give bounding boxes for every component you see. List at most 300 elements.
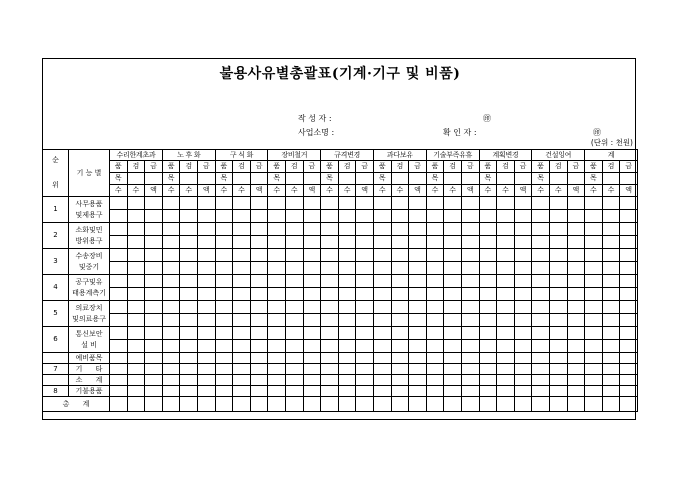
sub-header <box>549 173 567 185</box>
data-cell <box>268 223 286 236</box>
data-cell <box>356 364 374 375</box>
sub-header: 검 <box>444 161 462 173</box>
data-cell <box>497 353 515 364</box>
data-cell <box>602 288 620 301</box>
data-cell <box>620 340 638 353</box>
data-cell <box>356 301 374 314</box>
sub-header: 금 <box>514 161 532 173</box>
data-cell <box>549 353 567 364</box>
data-cell <box>532 340 550 353</box>
sub-header <box>250 173 268 185</box>
row-number: 3 <box>43 249 69 275</box>
data-cell <box>409 288 427 301</box>
data-cell <box>250 386 268 397</box>
data-cell <box>162 340 180 353</box>
data-cell <box>215 197 233 210</box>
data-cell <box>250 197 268 210</box>
author-label: 작 성 자 : <box>298 114 332 123</box>
data-cell <box>479 314 497 327</box>
data-cell <box>409 249 427 262</box>
data-cell <box>110 210 128 223</box>
data-cell <box>409 353 427 364</box>
data-cell <box>215 262 233 275</box>
data-cell <box>215 223 233 236</box>
data-cell <box>567 301 585 314</box>
data-cell <box>620 314 638 327</box>
sub-header: 검 <box>127 161 145 173</box>
data-cell <box>303 314 321 327</box>
data-cell <box>549 236 567 249</box>
data-cell <box>268 197 286 210</box>
data-cell <box>303 197 321 210</box>
data-cell <box>286 327 304 340</box>
sub-header: 수 <box>532 185 550 197</box>
data-cell <box>215 375 233 386</box>
data-cell <box>444 386 462 397</box>
data-cell <box>373 249 391 262</box>
data-cell <box>286 375 304 386</box>
data-cell <box>250 301 268 314</box>
data-cell <box>479 327 497 340</box>
data-cell <box>620 236 638 249</box>
data-cell <box>321 197 339 210</box>
data-cell <box>532 353 550 364</box>
sub-header: 목 <box>268 173 286 185</box>
data-cell <box>409 223 427 236</box>
sub-header: 수 <box>373 185 391 197</box>
data-cell <box>373 223 391 236</box>
data-cell <box>127 223 145 236</box>
data-cell <box>180 397 198 412</box>
data-cell <box>532 236 550 249</box>
data-cell <box>620 301 638 314</box>
data-cell <box>286 353 304 364</box>
data-cell <box>514 375 532 386</box>
data-cell <box>356 375 374 386</box>
data-cell <box>514 275 532 288</box>
data-cell <box>585 340 603 353</box>
data-cell <box>250 262 268 275</box>
sub-header: 수 <box>127 185 145 197</box>
data-cell <box>303 375 321 386</box>
data-cell <box>497 249 515 262</box>
data-cell <box>391 262 409 275</box>
data-cell <box>391 375 409 386</box>
data-cell <box>127 288 145 301</box>
data-cell <box>198 327 216 340</box>
data-cell <box>321 375 339 386</box>
sub-header: 금 <box>198 161 216 173</box>
data-cell <box>233 301 251 314</box>
data-cell <box>286 340 304 353</box>
data-cell <box>461 375 479 386</box>
data-cell <box>514 364 532 375</box>
data-cell <box>250 275 268 288</box>
sub-header: 검 <box>602 161 620 173</box>
data-cell <box>479 262 497 275</box>
author-seal: ㊞ <box>483 114 491 123</box>
form-frame <box>42 58 636 420</box>
data-cell <box>250 353 268 364</box>
data-cell <box>215 249 233 262</box>
data-cell <box>180 223 198 236</box>
data-cell <box>356 249 374 262</box>
data-cell <box>303 223 321 236</box>
data-cell <box>233 288 251 301</box>
sub-header: 목 <box>215 173 233 185</box>
data-cell <box>373 262 391 275</box>
data-cell <box>338 210 356 223</box>
sub-header: 품 <box>162 161 180 173</box>
data-cell <box>250 210 268 223</box>
data-cell <box>250 327 268 340</box>
data-cell <box>549 288 567 301</box>
data-cell <box>162 275 180 288</box>
data-cell <box>110 314 128 327</box>
data-cell <box>198 375 216 386</box>
data-cell <box>145 301 163 314</box>
sub-header: 수 <box>426 185 444 197</box>
data-cell <box>268 210 286 223</box>
data-cell <box>268 249 286 262</box>
data-cell <box>321 288 339 301</box>
data-cell <box>391 249 409 262</box>
data-cell <box>532 301 550 314</box>
col-no-header: 순 위 <box>43 150 69 197</box>
data-cell <box>356 314 374 327</box>
data-cell <box>479 249 497 262</box>
data-cell <box>268 301 286 314</box>
data-cell <box>549 375 567 386</box>
sub-header <box>444 173 462 185</box>
data-cell <box>233 386 251 397</box>
sub-header: 품 <box>110 161 128 173</box>
data-cell <box>585 397 603 412</box>
sub-header: 액 <box>620 185 638 197</box>
data-cell <box>303 275 321 288</box>
data-cell <box>549 327 567 340</box>
data-cell <box>391 340 409 353</box>
sub-header: 검 <box>497 161 515 173</box>
data-cell <box>585 301 603 314</box>
sub-header: 금 <box>620 161 638 173</box>
data-cell <box>532 249 550 262</box>
data-cell <box>145 386 163 397</box>
data-cell <box>180 353 198 364</box>
data-cell <box>444 197 462 210</box>
data-cell <box>180 327 198 340</box>
data-cell <box>444 236 462 249</box>
data-cell <box>426 340 444 353</box>
sub-header <box>127 173 145 185</box>
data-cell <box>250 397 268 412</box>
data-cell <box>321 314 339 327</box>
group-header: 장비철거 <box>268 150 321 161</box>
data-cell <box>198 364 216 375</box>
data-cell <box>215 327 233 340</box>
data-cell <box>585 210 603 223</box>
data-cell <box>338 340 356 353</box>
data-cell <box>391 386 409 397</box>
data-cell <box>180 314 198 327</box>
data-cell <box>567 364 585 375</box>
row-number <box>43 375 69 386</box>
data-cell <box>233 249 251 262</box>
data-cell <box>532 275 550 288</box>
data-cell <box>198 236 216 249</box>
data-cell <box>303 249 321 262</box>
data-cell <box>567 327 585 340</box>
data-cell <box>567 223 585 236</box>
data-cell <box>620 223 638 236</box>
data-cell <box>514 314 532 327</box>
data-cell <box>532 364 550 375</box>
sub-header <box>461 173 479 185</box>
data-cell <box>409 386 427 397</box>
data-cell <box>180 210 198 223</box>
data-cell <box>514 249 532 262</box>
data-cell <box>409 262 427 275</box>
data-cell <box>497 327 515 340</box>
data-cell <box>145 340 163 353</box>
data-cell <box>233 197 251 210</box>
data-cell <box>233 327 251 340</box>
data-cell <box>356 340 374 353</box>
data-cell <box>356 197 374 210</box>
row-number: 5 <box>43 301 69 327</box>
data-cell <box>461 236 479 249</box>
row-number <box>43 353 69 364</box>
data-cell <box>215 353 233 364</box>
data-cell <box>426 314 444 327</box>
data-cell <box>233 210 251 223</box>
data-cell <box>356 262 374 275</box>
data-cell <box>391 301 409 314</box>
data-cell <box>286 197 304 210</box>
data-cell <box>373 340 391 353</box>
data-cell <box>321 386 339 397</box>
data-cell <box>268 364 286 375</box>
sub-header: 검 <box>233 161 251 173</box>
sub-header: 품 <box>479 161 497 173</box>
data-cell <box>321 262 339 275</box>
data-cell <box>127 314 145 327</box>
sub-header <box>602 173 620 185</box>
group-header: 규격변경 <box>321 150 374 161</box>
data-cell <box>180 262 198 275</box>
data-cell <box>162 288 180 301</box>
sub-header: 수 <box>268 185 286 197</box>
data-cell <box>338 262 356 275</box>
sub-header: 수 <box>391 185 409 197</box>
sub-header: 금 <box>356 161 374 173</box>
data-cell <box>198 210 216 223</box>
sub-header <box>198 173 216 185</box>
data-cell <box>549 314 567 327</box>
data-cell <box>127 210 145 223</box>
data-cell <box>215 236 233 249</box>
data-cell <box>444 210 462 223</box>
sub-header <box>180 173 198 185</box>
data-cell <box>145 353 163 364</box>
data-cell <box>620 353 638 364</box>
data-cell <box>479 236 497 249</box>
data-cell <box>444 314 462 327</box>
sub-header: 품 <box>426 161 444 173</box>
data-cell <box>145 223 163 236</box>
data-cell <box>145 275 163 288</box>
data-cell <box>549 386 567 397</box>
data-cell <box>426 275 444 288</box>
data-cell <box>567 375 585 386</box>
data-cell <box>162 223 180 236</box>
data-cell <box>162 327 180 340</box>
data-cell <box>286 275 304 288</box>
data-cell <box>479 197 497 210</box>
sub-header: 수 <box>444 185 462 197</box>
sub-header: 액 <box>303 185 321 197</box>
data-cell <box>391 223 409 236</box>
data-cell <box>532 210 550 223</box>
data-cell <box>356 386 374 397</box>
data-cell <box>497 301 515 314</box>
item-label: 의료장치 및의료용구 <box>69 301 110 327</box>
data-cell <box>444 275 462 288</box>
data-cell <box>303 386 321 397</box>
sub-header: 검 <box>338 161 356 173</box>
item-label: 소 계 <box>69 375 110 386</box>
data-cell <box>286 364 304 375</box>
row-number: 6 <box>43 327 69 353</box>
data-cell <box>268 275 286 288</box>
data-cell <box>532 327 550 340</box>
data-cell <box>426 301 444 314</box>
data-cell <box>479 210 497 223</box>
data-cell <box>373 353 391 364</box>
data-cell <box>585 197 603 210</box>
data-cell <box>233 353 251 364</box>
group-header: 기술부족유휴 <box>426 150 479 161</box>
sub-header: 액 <box>409 185 427 197</box>
data-cell <box>444 375 462 386</box>
data-cell <box>162 210 180 223</box>
data-cell <box>110 386 128 397</box>
data-cell <box>567 236 585 249</box>
col-item-header: 기 능 별 <box>69 150 110 197</box>
data-cell <box>250 236 268 249</box>
data-cell <box>620 364 638 375</box>
data-cell <box>180 301 198 314</box>
data-cell <box>444 364 462 375</box>
sub-header: 금 <box>250 161 268 173</box>
data-cell <box>602 210 620 223</box>
data-cell <box>409 375 427 386</box>
data-cell <box>303 397 321 412</box>
data-cell <box>303 364 321 375</box>
data-cell <box>497 275 515 288</box>
data-cell <box>338 288 356 301</box>
data-cell <box>110 236 128 249</box>
data-cell <box>145 364 163 375</box>
data-cell <box>391 236 409 249</box>
data-cell <box>620 288 638 301</box>
data-cell <box>110 375 128 386</box>
data-cell <box>497 314 515 327</box>
data-cell <box>409 236 427 249</box>
item-label: 사무용품 및제용구 <box>69 197 110 223</box>
data-cell <box>321 210 339 223</box>
data-cell <box>162 301 180 314</box>
data-cell <box>110 353 128 364</box>
data-cell <box>110 364 128 375</box>
sub-header: 수 <box>497 185 515 197</box>
data-cell <box>356 353 374 364</box>
data-cell <box>127 364 145 375</box>
confirm-seal: ㊞ <box>593 128 601 137</box>
data-cell <box>444 288 462 301</box>
data-cell <box>303 340 321 353</box>
data-cell <box>180 364 198 375</box>
sub-header: 목 <box>479 173 497 185</box>
data-cell <box>127 340 145 353</box>
data-cell <box>373 275 391 288</box>
data-cell <box>338 386 356 397</box>
data-cell <box>479 386 497 397</box>
data-cell <box>286 236 304 249</box>
data-cell <box>373 375 391 386</box>
data-cell <box>444 249 462 262</box>
sub-header: 액 <box>356 185 374 197</box>
data-cell <box>567 353 585 364</box>
data-cell <box>602 249 620 262</box>
data-cell <box>250 314 268 327</box>
data-cell <box>321 340 339 353</box>
form-title: 불용사유별총괄표(기계·기구 및 비품) <box>219 66 461 82</box>
data-cell <box>233 364 251 375</box>
data-cell <box>286 210 304 223</box>
data-cell <box>198 197 216 210</box>
sub-header: 금 <box>567 161 585 173</box>
data-cell <box>514 327 532 340</box>
sub-header: 품 <box>373 161 391 173</box>
sub-header: 수 <box>602 185 620 197</box>
data-cell <box>373 236 391 249</box>
data-cell <box>321 397 339 412</box>
data-cell <box>250 223 268 236</box>
item-label: 기 타 <box>69 364 110 375</box>
data-cell <box>409 301 427 314</box>
data-cell <box>620 327 638 340</box>
data-cell <box>444 223 462 236</box>
data-cell <box>444 340 462 353</box>
data-cell <box>373 210 391 223</box>
data-cell <box>549 249 567 262</box>
data-cell <box>268 236 286 249</box>
data-cell <box>479 340 497 353</box>
sub-header: 액 <box>198 185 216 197</box>
data-cell <box>497 288 515 301</box>
data-cell <box>426 386 444 397</box>
data-cell <box>461 386 479 397</box>
data-cell <box>514 301 532 314</box>
sub-header: 액 <box>145 185 163 197</box>
data-cell <box>286 249 304 262</box>
data-cell <box>198 397 216 412</box>
data-cell <box>268 288 286 301</box>
row-number: 2 <box>43 223 69 249</box>
data-cell <box>145 397 163 412</box>
data-cell <box>338 314 356 327</box>
